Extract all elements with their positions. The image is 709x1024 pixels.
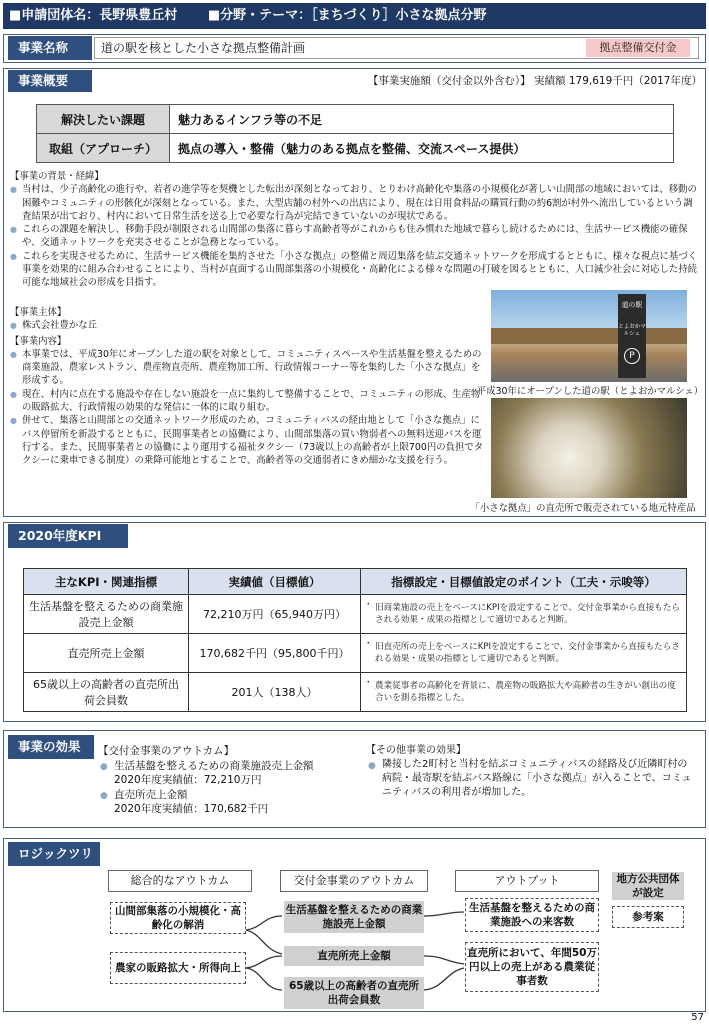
effect-right-text: ● 隣接した2町村と当村を結ぶコミュニティバスの経路及び近隣町村の病院・最寄駅を結ぶバス路線に「小さな拠点」が入ることで、コミュニティバスの利用者が増加した。 <box>366 758 696 800</box>
table-row <box>24 595 687 634</box>
issue-value: 魅力あるインフラ等の不足 <box>170 105 674 134</box>
effect-label: 事業の効果 <box>8 735 94 759</box>
effect-item-title: ● 直売所売上金額 <box>98 788 360 803</box>
kpi-name: 生活基盤を整えるための商業施設売上金額 <box>24 595 189 634</box>
sign-title: 道の駅 <box>621 301 643 309</box>
output-visitors: 生活基盤を整えるための商業施設への来客数 <box>465 898 599 932</box>
connector-k3-p2 <box>424 968 464 990</box>
outcome-farmer-income: 農家の販路拡大・所得向上 <box>110 952 246 984</box>
local-products-photo <box>491 398 687 498</box>
project-name-value: 道の駅を核とした小さな拠点整備計画 <box>94 37 699 59</box>
connector-k1-p1 <box>424 912 464 916</box>
kpi-header-value: 実績値（目標値） <box>189 569 361 595</box>
kpi-box-elderly-members: 65歳以上の高齢者の直売所出荷会員数 <box>284 977 424 1009</box>
content-item: ● 本事業では、平成30年にオープンした道の駅を対象として、コミュニティスペースや生活基盤を整えるための商業施設、農家レストラン、農産物直売所、農産物加工所、行政情報コーナー等を集約した「小さな拠点」を形成する。 <box>10 348 488 388</box>
kpi-header-point: 指標設定・目標値設定のポイント（工夫・示唆等） <box>361 569 687 595</box>
kpi-box-commercial-sales: 生活基盤を整えるための商業施設売上金額 <box>284 901 424 933</box>
sign-parking: P <box>624 348 640 364</box>
background-heading: 【事業の背景・経緯】 <box>10 171 104 182</box>
table-row <box>24 634 687 673</box>
effect-item-value: 2020年度実績値：170,682千円 <box>114 803 269 815</box>
kpi-header-name: 主なKPI・関連指標 <box>24 569 189 595</box>
kpi-value: 201人（138人） <box>189 673 361 712</box>
table-row <box>24 673 687 712</box>
background-item: ● これらを実現させるために、生活サービス機能を集約させた「小さな拠点」の整備と周辺集落を結ぶ交通ネットワークを形成するとともに、様々な視点に基づく事業を効果的に組み合わせることにより、当村が直面する山間部集落の小規模化・高齢化による様々な問題の打破を図るとともに、人口減少社会に対応した持続可能な地域社会の形成を目指す。 <box>10 250 700 290</box>
kpi-label: 2020年度KPI <box>8 524 128 548</box>
output-farmers-500k: 直売所において、年間50万円以上の売上がある農業従事者数 <box>465 942 599 992</box>
kpi-name: 直売所売上金額 <box>24 634 189 673</box>
logic-label: ロジックツリー <box>8 842 100 866</box>
page-header <box>3 3 706 29</box>
background-item: ● 当村は、少子高齢化の進行や、若者の進学等を契機とした転出が深刻となっており、とりわけ高齢化や集落の小規模化が著しい山間部の地域においては、移動の困難やコミュニティの形骸化が深刻となっている。また、大型店舗の村外への出店により、現在は日用食料品の購買行動の約6割が村外へ流出しているという調査結果が出ており、村内において日常生活を送る上で必要な行為が完結できていないのが現状である。 <box>10 183 700 223</box>
effect-right <box>366 744 696 800</box>
project-name-label: 事業名称 <box>8 36 92 60</box>
kpi-value: 72,210万円（65,940万円） <box>189 595 361 634</box>
logic-col-outcome: 総合的なアウトカム <box>108 870 252 892</box>
background-item: ● これらの課題を解決し、移動手段が制限される山間部の集落に暮らす高齢者等がこれからも住み慣れた地域で暮らし続けるためには、生活サービス機能の確保や、交通ネットワークを充実させることが急務となっている。 <box>10 223 700 250</box>
issue-approach-table <box>36 104 674 163</box>
logic-col-output: アウトプット <box>455 870 599 892</box>
theme-name: ■分野・テーマ：［まちづくり］小さな拠点分野 <box>207 8 487 23</box>
effect-right-heading: 【その他事業の効果】 <box>366 745 466 756</box>
kpi-box-direct-sales: 直売所売上金額 <box>284 946 424 966</box>
logic-col-grant-outcome: 交付金事業のアウトカム <box>280 870 428 892</box>
photo2-caption: 「小さな拠点」の直売所で販売されている地元特産品 <box>470 503 696 514</box>
connector-o2-k2 <box>246 956 282 968</box>
content-heading: 【事業内容】 <box>10 335 67 347</box>
photo1-caption: 平成30年にオープンした道の駅（とよおかマルシェ） <box>476 386 704 397</box>
approach-value: 拠点の導入・整備（魅力のある拠点を整備、交流スペース提供） <box>170 134 674 163</box>
project-cost: 【事業実施額（交付金以外含む）】 実績額 179,619千円（2017年度） <box>367 75 702 87</box>
overview-label: 事業概要 <box>8 70 92 92</box>
effect-left <box>98 744 360 817</box>
effect-item-value: 2020年度実績値：72,210万円 <box>114 774 262 786</box>
entity-content-section <box>10 306 488 468</box>
effect-item-title: ● 生活基盤を整えるための商業施設売上金額 <box>98 759 360 774</box>
entity-value: ● 株式会社豊かな丘 <box>10 319 488 332</box>
content-item: ● 併せて、集落と山間部との交通ネットワーク形成のため、コミュニティバスの経由地として「小さな拠点」にバス停留所を新設するとともに、民間事業者との協働により、山間部集落の買い物弱者への無料送迎バスを運行する。また、民間事業者との協働により運用する福祉タクシー（73歳以上の高齢者が上限700円の負担でタクシーに乗車できる制度）の乗降可能地とすることで、高齢者等の交通弱者にきめ細かな支援を行う。 <box>10 414 488 467</box>
legend-reference: 参考案 <box>612 906 684 928</box>
entity-heading: 【事業主体】 <box>10 307 67 318</box>
kpi-value: 170,682千円（95,800千円） <box>189 634 361 673</box>
kpi-point: ・ 旧直売所の売上をベースにKPIを設定することで、交付金事業から直接もたらされる効果・成果の指標として適切であると判断。 <box>361 634 687 673</box>
issue-key: 解決したい課題 <box>37 105 170 134</box>
grant-badge: 拠点整備交付金 <box>586 39 690 57</box>
connector-o1-k1 <box>246 916 282 930</box>
kpi-point: ・ 旧商業施設の売上をベースにKPIを設定することで、交付金事業から直接もたらされる効果・成果の指標として適切であると判断。 <box>361 595 687 634</box>
legend-government: 地方公共団体が設定 <box>612 872 684 900</box>
station-sign <box>618 294 646 378</box>
sign-subtitle: とよおかマルシェ <box>618 324 646 337</box>
connector-k2-p2 <box>424 956 464 964</box>
michi-no-eki-photo <box>491 290 687 382</box>
page-number: 57 <box>691 1012 704 1023</box>
content-item: ● 現在、村内に点在する施設や存在しない施設を一点に集約して整備することで、コミュニティの形成、生産物の販路拡大、行政情報の効果的な発信に一体的に取り組む。 <box>10 388 488 415</box>
applicant-name: ■申請団体名：長野県豊丘村 <box>9 8 178 23</box>
kpi-point: ・ 農業従事者の高齢化を背景に、農産物の販路拡大や高齢者の生きがい創出の度合いを測る指標とした。 <box>361 673 687 712</box>
outcome-depopulation: 山間部集落の小規模化・高齢化の解消 <box>110 902 246 934</box>
effect-left-heading: 【交付金事業のアウトカム】 <box>98 745 235 757</box>
connector-o1-k2 <box>246 930 282 954</box>
kpi-table <box>23 568 687 712</box>
station-roof <box>491 328 687 344</box>
connector-o2-k3 <box>246 968 282 990</box>
background-section <box>10 170 700 290</box>
kpi-name: 65歳以上の高齢者の直売所出荷会員数 <box>24 673 189 712</box>
approach-key: 取組（アプローチ） <box>37 134 170 163</box>
